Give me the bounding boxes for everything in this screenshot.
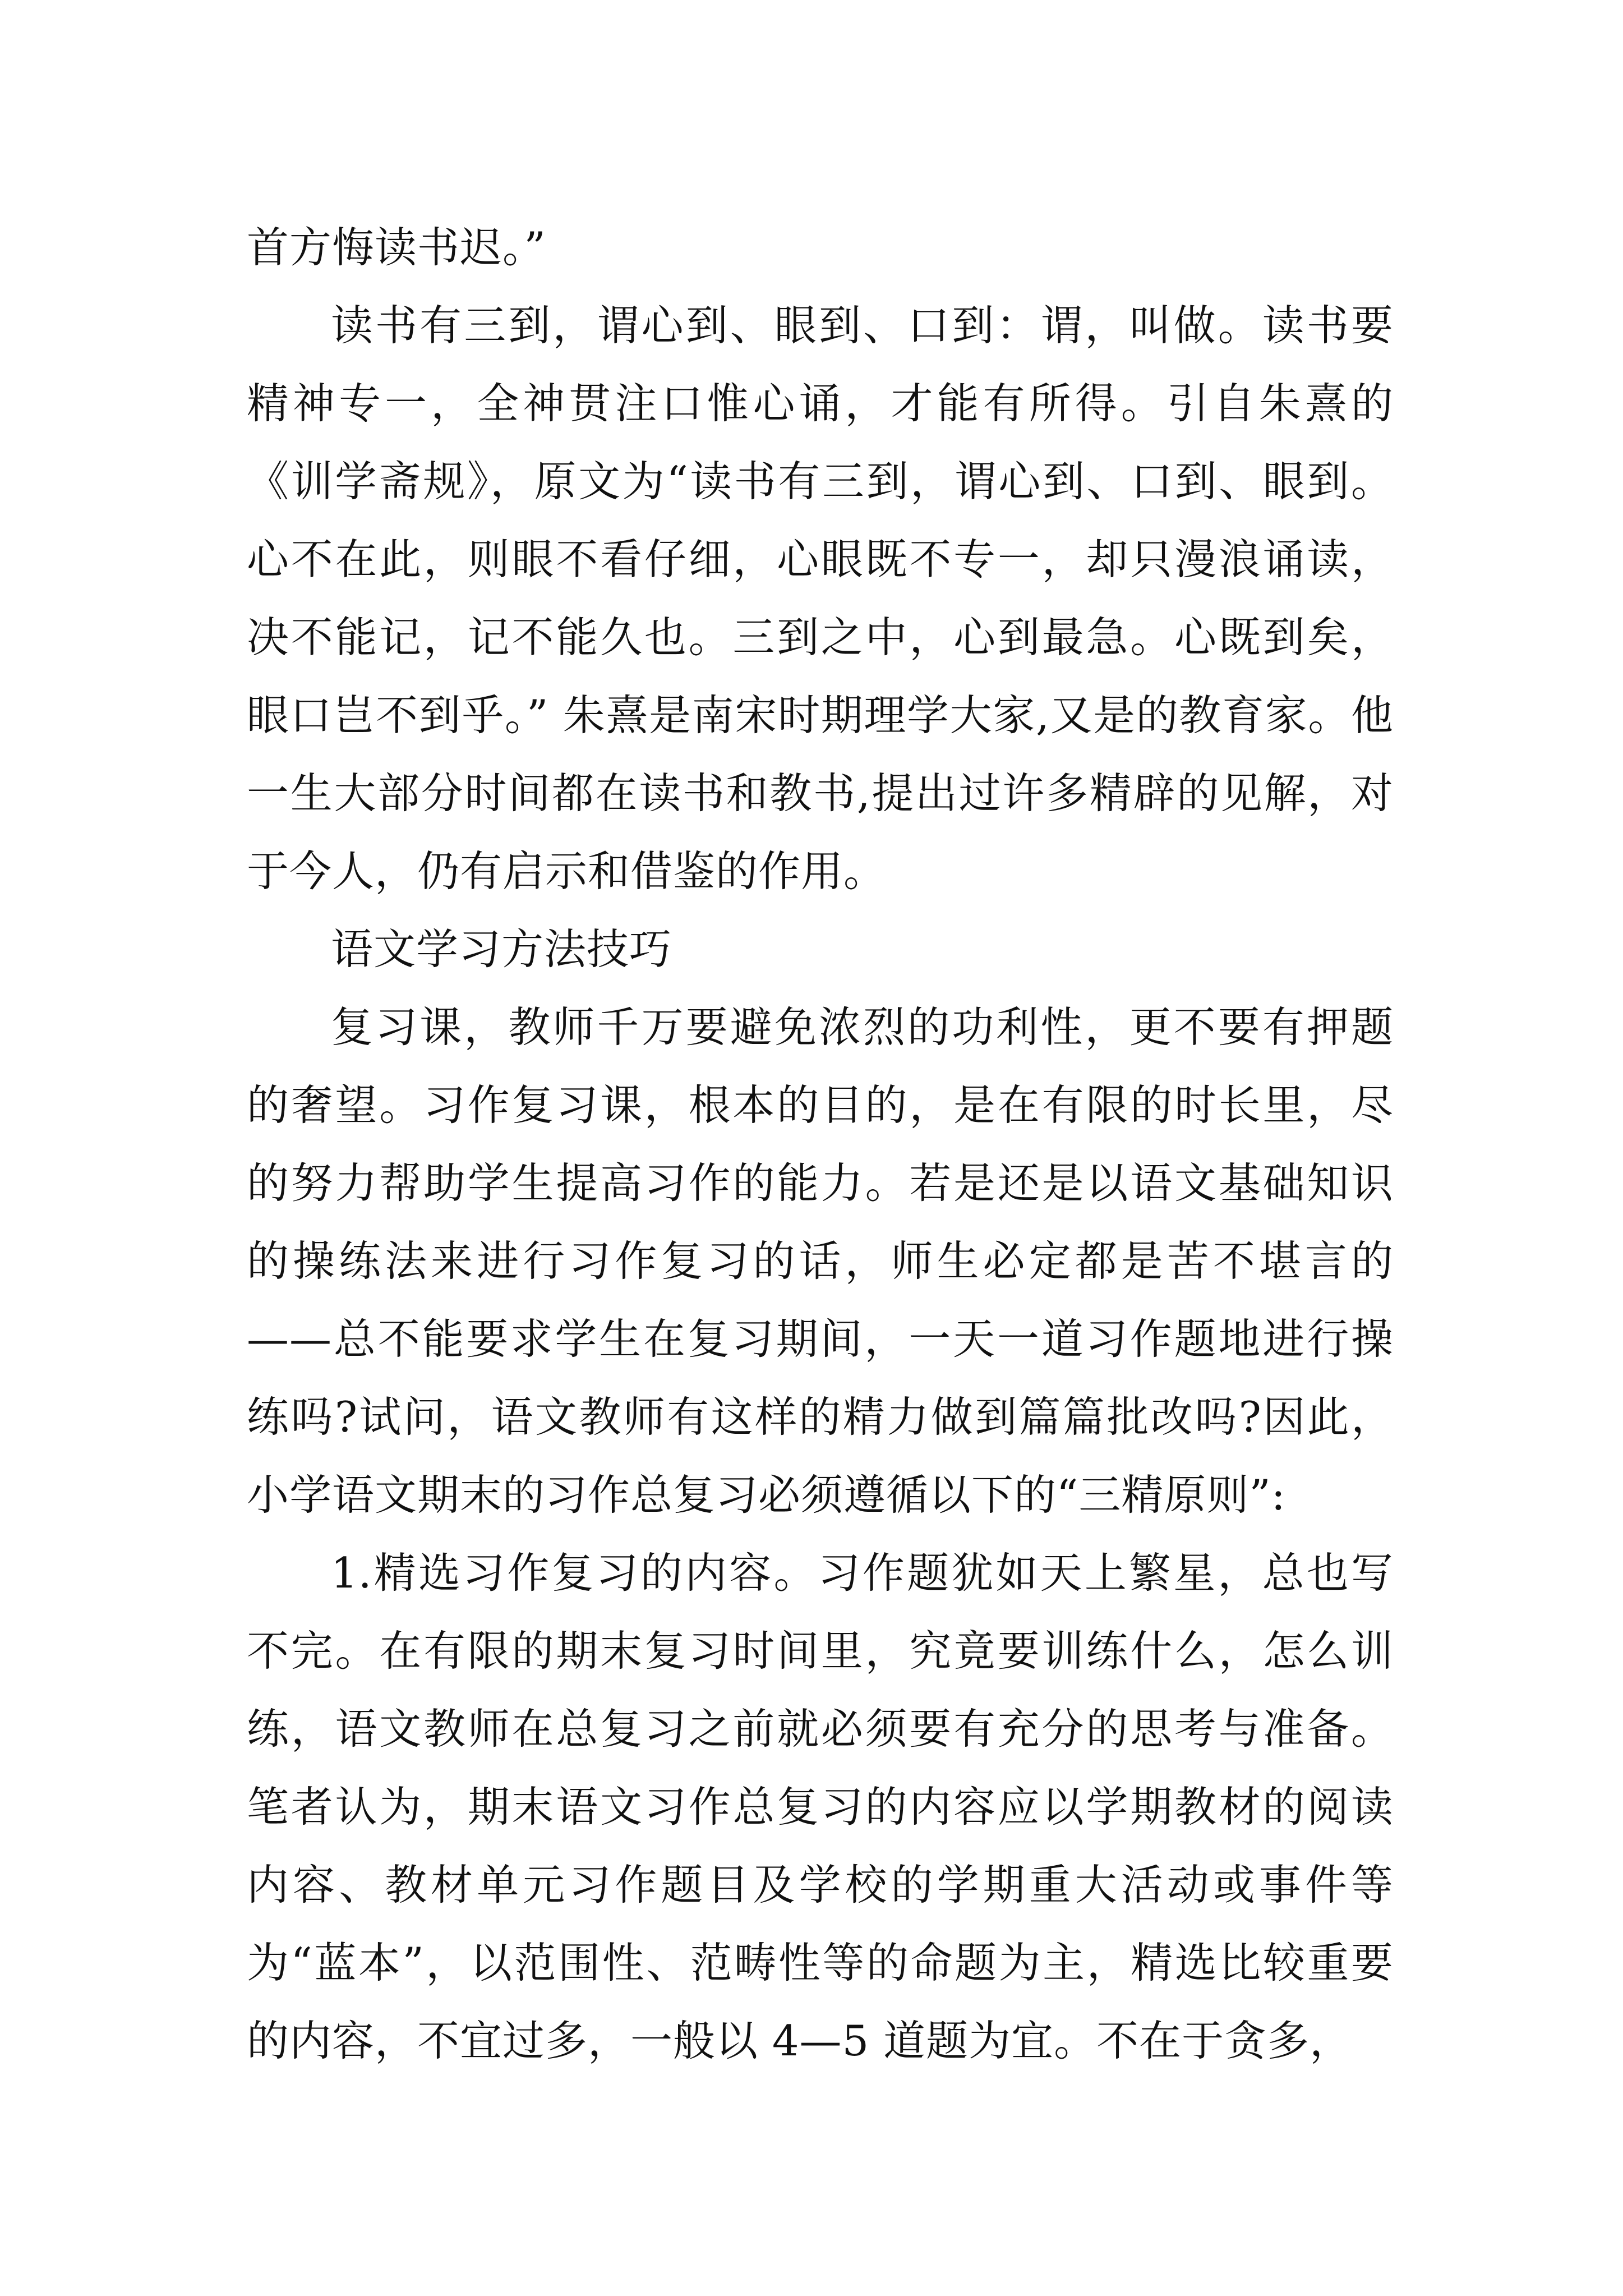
paragraph-continuation: 首方悔读书迟。” (247, 223, 546, 272)
paragraph-select-content: 1.精选习作复习的内容。习作题犹如天上繁星，总也写不完。在有限的期末复习时间里，究竟要训练什么，怎么训练，语文教师在总复习之前就必须要有充分的思考与准备。笔者认为，期末语文习作总复习的内容应以学期教材的阅读内容、教材单元习作题目及学校的学期重大活动或事件等为“蓝本”，以范围性、范畴性等的命题为主，精选比较重要的内容，不宜过多，一般以 4—5 道题为宜。不在于贪多， (247, 1548, 1394, 2065)
paragraph-reading-three-arrivals: 读书有三到，谓心到、眼到、口到：谓，叫做。读书要精神专一，全神贯注口惟心诵，才能有所得。引自朱熹的《训学斋规》，原文为“读书有三到，谓心到、口到、眼到。心不在此，则眼不看仔细，心眼既不专一，却只漫浪诵读，决不能记，记不能久也。三到之中，心到最急。心既到矣，眼口岂不到乎。” 朱熹是南宋时期理学大家,又是的教育家。他一生大部分时间都在读书和教书,提出过许多精辟的见解，对于今人，仍有启示和借鉴的作用。 (247, 301, 1394, 896)
section-heading: 语文学习方法技巧 (331, 924, 672, 974)
document-body (247, 209, 1394, 2080)
paragraph-review-class: 复习课，教师千万要避免浓烈的功利性，更不要有押题的奢望。习作复习课，根本的目的，是在有限的时长里，尽的努力帮助学生提高习作的能力。若是还是以语文基础知识的操练法来进行习作复习的话，师生必定都是苦不堪言的——总不能要求学生在复习期间，一天一道习作题地进行操练吗?试问，语文教师有这样的精力做到篇篇批改吗?因此，小学语文期末的习作总复习必须遵循以下的“三精原则”: (247, 1002, 1394, 1520)
